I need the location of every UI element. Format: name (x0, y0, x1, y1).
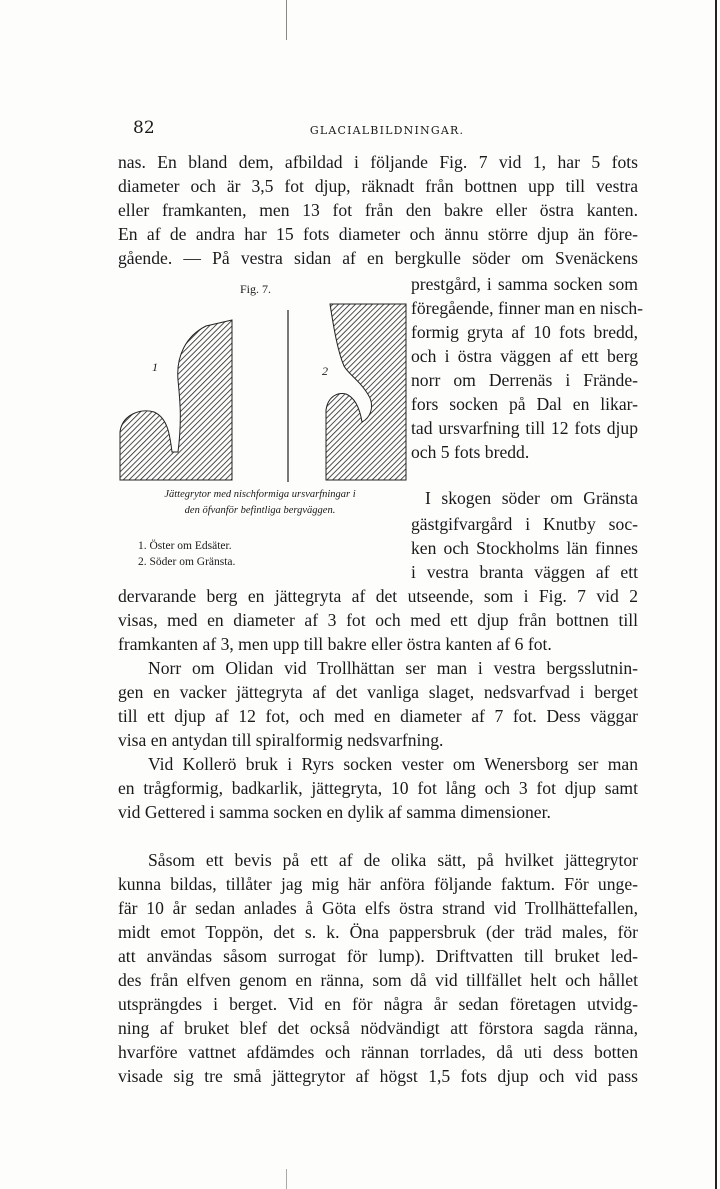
text-line: Vid Kollerö bruk i Ryrs socken vester om Wenersborg ser man (148, 754, 638, 774)
text-line: att användas såsom surrogat för lump). Driftvatten till bruket led- (118, 946, 638, 966)
section-2-label: 2 (322, 364, 328, 378)
text-line: i vestra branta väggen af ett (411, 562, 638, 582)
text-line: och 5 fots bredd. (411, 442, 530, 462)
figure-7 (112, 270, 408, 590)
text-line: visade sig tre små jättegrytor af högst 1,5 fots djup och vid pass (118, 1066, 638, 1086)
text-line: ning af bruket blef det också nödvändigt att förstora sagda ränna, (118, 1018, 638, 1038)
scan-edge-right (715, 0, 717, 1189)
text-line: ken och Stockholms län finnes (411, 538, 638, 558)
text-line: tad ursvarfning till 12 fots djup (411, 418, 638, 438)
text-line: eller framkanten, men 13 fot från den bakre eller östra kanten. (118, 200, 638, 220)
text-line: visas, med en diameter af 3 fot och med ett djup från bottnen till (118, 610, 638, 630)
text-line: diameter och är 3,5 fot djup, räknadt från bottnen upp till vestra (118, 176, 638, 196)
figure-title: Fig. 7. (240, 282, 272, 296)
legend-item-1: 1. Öster om Edsäter. (138, 540, 232, 552)
section-1-rock (120, 320, 232, 480)
text-line: dervarande berg en jättegryta af det utseende, som i Fig. 7 vid 2 (118, 586, 638, 606)
text-line: visa en antydan till spiralformig nedsvarfning. (118, 730, 444, 750)
page-number: 82 (133, 118, 155, 138)
text-line: des från elfven genom en ränna, som då vid tillfället helt och hållet (118, 970, 638, 990)
section-1-label: 1 (152, 360, 158, 374)
text-line: en trågformig, badkarlik, jättegryta, 10 fot lång och 3 fot djup samt (118, 778, 638, 798)
text-line: En af de andra har 15 fots diameter och ännu större djup än före- (118, 224, 638, 244)
running-head: GLACIALBILDNINGAR. (309, 124, 465, 137)
text-line: norr om Derrenäs i Frände- (411, 370, 638, 390)
text-line: föregående, finner man en nisch- (411, 298, 644, 318)
text-line: prestgård, i samma socken som (411, 274, 638, 294)
text-line: gen en vacker jättegryta af det vanliga slaget, nedsvarfvad i berget (118, 682, 638, 702)
text-line: gående. — På vestra sidan af en bergkulle söder om Svenäckens (118, 248, 638, 268)
text-line: till ett djup af 12 fot, och med en diameter af 7 fot. Dess väggar (118, 706, 638, 726)
text-line: hvarföre vattnet afdämdes och rännan torrlades, då uti dess botten (118, 1042, 638, 1062)
section-2-rock (326, 304, 406, 480)
text-line: midt emot Toppön, det s. k. Öna pappersbruk (der träd males, för (118, 922, 638, 942)
figure-caption-line-2: den öfvanför befintliga bergväggen. (184, 505, 336, 516)
figure-caption-line-1: Jättegrytor med nischformiga ursvarfningar i (164, 489, 356, 500)
text-line: vid Gettered i samma socken en dylik af samma dimensioner. (118, 802, 551, 822)
text-line: och i östra väggen af ett berg (411, 346, 638, 366)
pothole-section-drawing (112, 270, 408, 486)
text-line: framkanten af 3, men upp till bakre eller östra kanten af 6 fot. (118, 634, 552, 654)
legend-item-2: 2. Söder om Gränsta. (138, 556, 236, 568)
text-line: utsprängdes i berget. Vid en för några år sedan företagen utvidg- (118, 994, 638, 1014)
text-line: I skogen söder om Gränsta (425, 488, 638, 508)
text-line: Såsom ett bevis på ett af de olika sätt, på hvilket jättegrytor (148, 850, 638, 870)
scan-edge-line-bottom (286, 1169, 287, 1189)
text-line: Norr om Olidan vid Trollhättan ser man i vestra bergsslutnin- (148, 658, 638, 678)
scan-edge-line-top (286, 0, 287, 40)
text-line: kunna bildas, tillåter jag mig här anföra följande faktum. För unge- (118, 874, 638, 894)
text-line: gästgifvargård i Knutby soc- (411, 514, 638, 534)
page-header (133, 118, 641, 142)
text-line: nas. En bland dem, afbildad i följande Fig. 7 vid 1, har 5 fots (118, 152, 638, 172)
text-line: fär 10 år sedan anlades å Göta elfs östra strand vid Trollhättefallen, (118, 898, 638, 918)
text-line: formig gryta af 10 fots bredd, (411, 322, 638, 342)
text-line: fors socken på Dal en likar- (411, 394, 638, 414)
